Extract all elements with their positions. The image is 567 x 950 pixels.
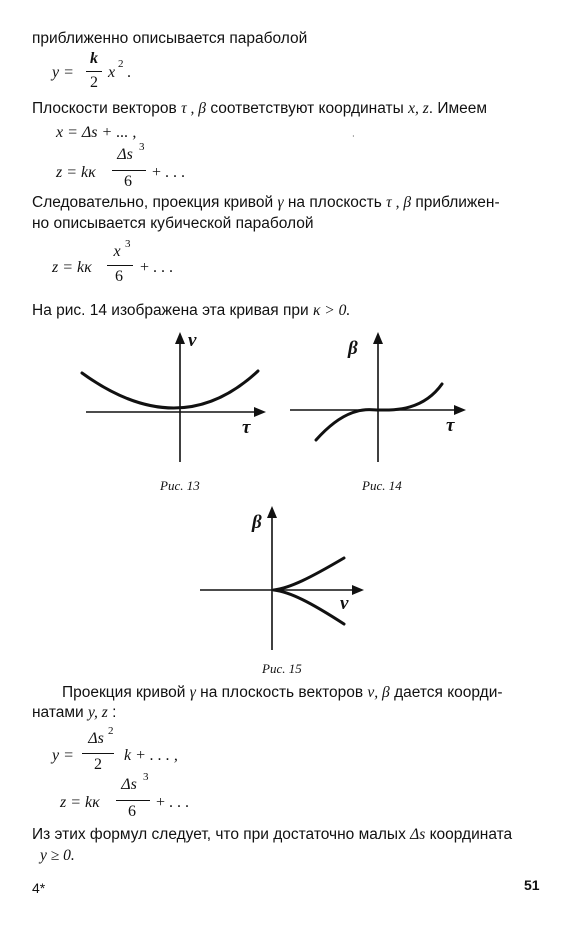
equation-lhs: y = bbox=[52, 64, 74, 81]
text-run: Проекция кривой bbox=[62, 684, 186, 701]
paragraph-text bbox=[32, 194, 500, 212]
x-axis-label: ν bbox=[340, 593, 349, 614]
semicubical-lower-branch bbox=[274, 590, 344, 624]
exponent: 3 bbox=[125, 238, 131, 250]
y-axis-label: β bbox=[348, 338, 358, 359]
exponent: 2 bbox=[118, 58, 124, 70]
fraction-bar bbox=[116, 800, 150, 801]
text-run: : bbox=[112, 704, 117, 721]
fraction-bar bbox=[82, 753, 114, 754]
stray-dot: · bbox=[352, 132, 355, 141]
text-run: Из этих формул следует, что при достаточно малых bbox=[32, 826, 406, 843]
fraction-denominator: 6 bbox=[128, 803, 136, 820]
fraction-denominator: 6 bbox=[115, 268, 123, 285]
y-axis-arrow bbox=[373, 332, 383, 344]
exponent: 2 bbox=[108, 725, 114, 737]
equation-lhs: z = kκ bbox=[52, 259, 92, 276]
paragraph-text: приближенно описывается параболой bbox=[32, 30, 308, 47]
figure-caption: Рис. 15 bbox=[262, 661, 302, 676]
equation-tail: + . . . bbox=[152, 164, 186, 181]
fraction-numerator: Δs bbox=[117, 146, 133, 163]
fraction-numerator: Δs bbox=[121, 776, 137, 793]
math-inline: Δs bbox=[410, 826, 426, 843]
figure-caption: Рис. 13 bbox=[160, 478, 200, 493]
math-inline: y, z bbox=[88, 704, 108, 721]
equation-lhs: y = bbox=[52, 747, 74, 764]
figure-caption: Рис. 14 bbox=[362, 478, 402, 493]
text-run: координата bbox=[429, 826, 513, 843]
fraction-denominator: 6 bbox=[124, 173, 132, 190]
paragraph-text: но описывается кубической параболой bbox=[32, 215, 314, 232]
y-axis-label: β bbox=[252, 512, 262, 533]
text-run: На рис. 14 изображена эта кривая при bbox=[32, 302, 309, 319]
text-run: соответствуют координаты bbox=[210, 100, 404, 117]
semicubical-upper-branch bbox=[274, 558, 344, 590]
cubic-curve bbox=[316, 384, 442, 440]
math-inline: ν, β bbox=[367, 684, 390, 701]
text-run: . Имеем bbox=[428, 100, 488, 117]
figure-15 bbox=[198, 498, 378, 658]
paragraph-text bbox=[32, 826, 512, 844]
equation: x = Δs + ... , bbox=[56, 124, 137, 141]
math-inline: γ bbox=[189, 684, 196, 701]
math-inline: y ≥ 0. bbox=[40, 847, 75, 864]
equation-tail: + . . . bbox=[140, 259, 174, 276]
equation-lhs: z = kκ bbox=[56, 164, 96, 181]
text-run: на плоскость векторов bbox=[200, 684, 364, 701]
math-inline: x, z bbox=[408, 100, 429, 117]
paragraph-text bbox=[32, 704, 116, 722]
fraction-numerator: x bbox=[113, 243, 121, 260]
x-axis-label: τ bbox=[242, 417, 251, 438]
x-axis-arrow bbox=[454, 405, 466, 415]
exponent: 3 bbox=[139, 141, 145, 153]
text-run: на плоскость bbox=[287, 194, 382, 211]
fraction-numerator: Δs bbox=[88, 730, 104, 747]
equation-lhs: z = kκ bbox=[60, 794, 100, 811]
x-axis-arrow bbox=[352, 585, 364, 595]
text-run: приближен- bbox=[415, 194, 500, 211]
page-number: 51 bbox=[524, 877, 540, 893]
y-axis-arrow bbox=[175, 332, 185, 344]
exponent: 3 bbox=[143, 771, 149, 783]
paragraph-text bbox=[32, 100, 487, 118]
x-axis-label: τ bbox=[446, 415, 455, 436]
signature-mark: 4* bbox=[32, 880, 46, 896]
equation-tail: k + . . . , bbox=[124, 747, 178, 764]
fraction-bar bbox=[86, 71, 102, 72]
paragraph-text bbox=[62, 684, 503, 702]
math-inline: κ > 0. bbox=[312, 302, 351, 319]
equation-tail: + . . . bbox=[156, 794, 190, 811]
fraction-numerator: k bbox=[90, 50, 98, 67]
x-axis-arrow bbox=[254, 407, 266, 417]
text-run: натами bbox=[32, 704, 84, 721]
y-axis-label: ν bbox=[188, 330, 197, 351]
text-run: дается коорди- bbox=[394, 684, 503, 701]
equation-term: x bbox=[108, 64, 116, 81]
figure-14 bbox=[286, 328, 486, 468]
math-inline: τ , β bbox=[181, 100, 206, 117]
math-inline: γ bbox=[277, 194, 284, 211]
equation-tail: . bbox=[127, 64, 131, 81]
text-run: Следовательно, проекция кривой bbox=[32, 194, 274, 211]
figure-13 bbox=[76, 328, 276, 468]
math-inline: τ , β bbox=[386, 194, 412, 211]
parabola-curve bbox=[82, 371, 258, 408]
fraction-denominator: 2 bbox=[94, 756, 102, 773]
y-axis-arrow bbox=[267, 506, 277, 518]
fraction-denominator: 2 bbox=[90, 74, 98, 91]
paragraph-text bbox=[32, 302, 350, 320]
fraction-bar bbox=[107, 265, 133, 266]
fraction-bar bbox=[112, 170, 146, 171]
text-run: Плоскости векторов bbox=[32, 100, 177, 117]
